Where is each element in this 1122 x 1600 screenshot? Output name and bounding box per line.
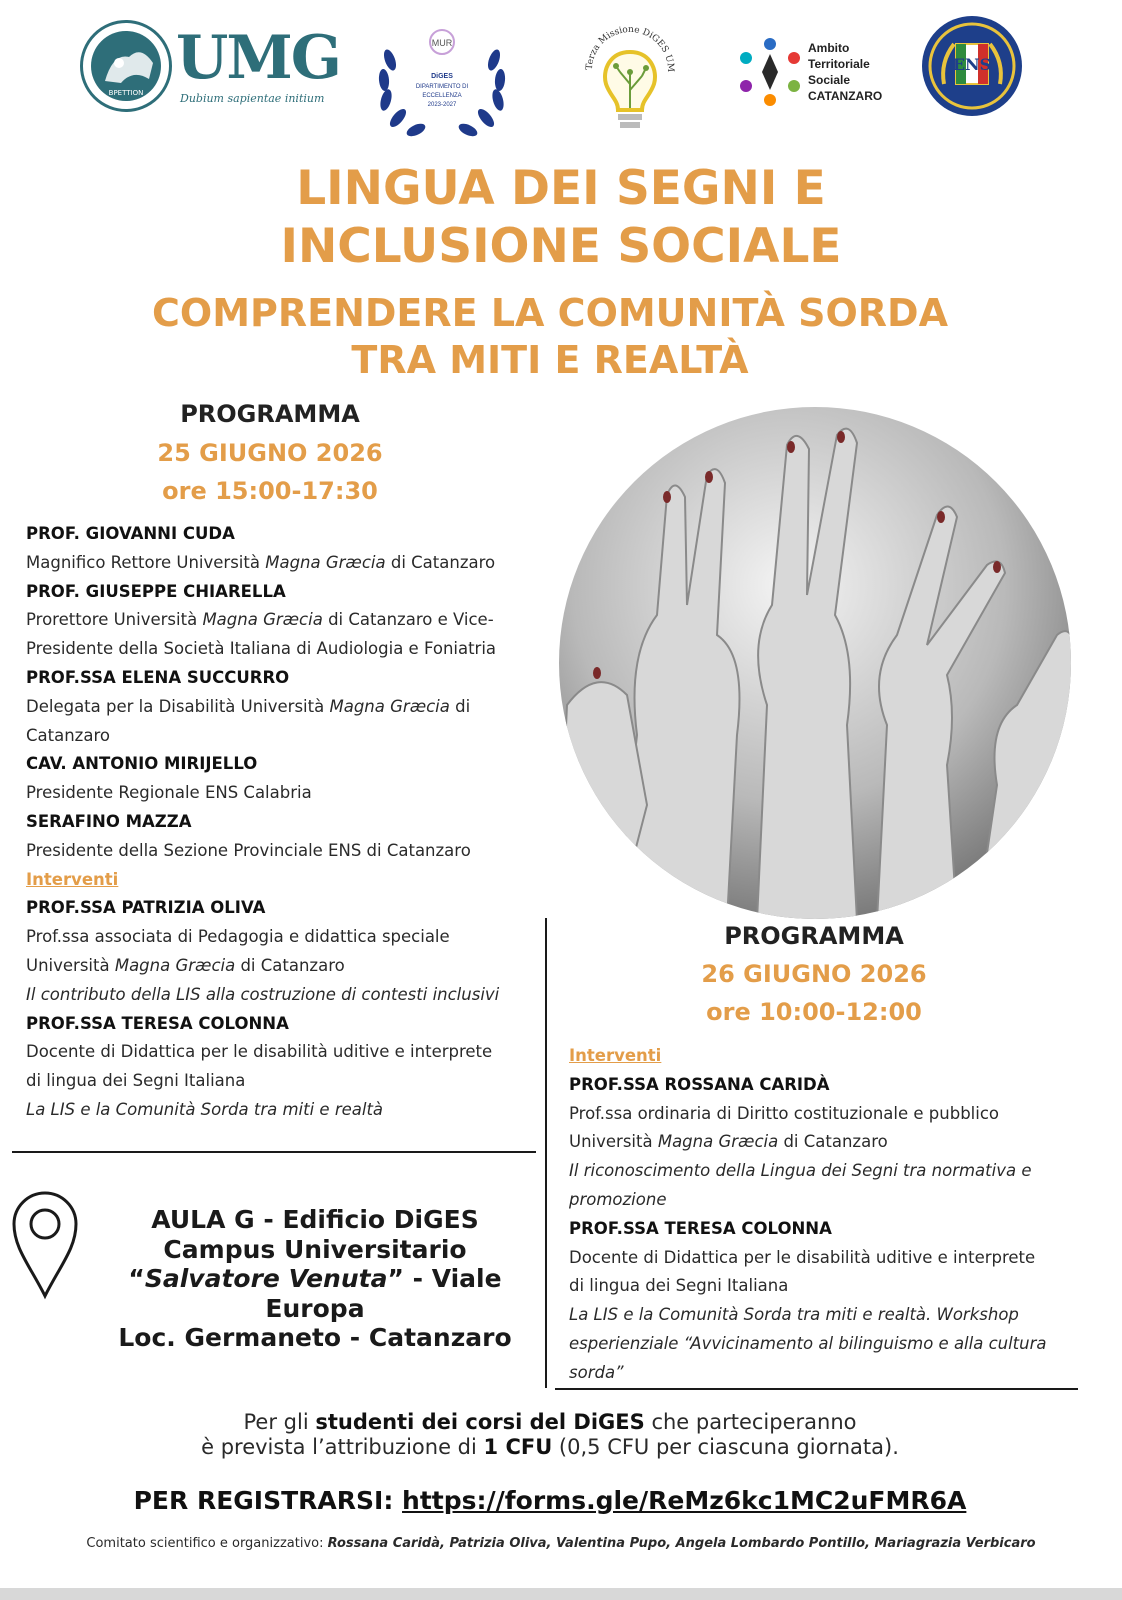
speaker-name: PROF.SSA ROSSANA CARIDÀ: [569, 1074, 830, 1094]
ambito-territoriale-logo: [734, 34, 894, 114]
speaker-role: Università Magna Græcia di Catanzaro: [569, 1132, 888, 1152]
speaker-role: Catanzaro: [26, 725, 110, 745]
speaker-role: Presidente della Sezione Provinciale ENS di Catanzaro: [26, 840, 471, 860]
speaker-name: CAV. ANTONIO MIRIJELLO: [26, 754, 258, 774]
speaker-name: PROF. GIUSEPPE CHIARELLA: [26, 581, 286, 601]
speaker-role: Docente di Didattica per le disabilità uditive e interprete: [26, 1042, 493, 1062]
speaker-name: PROF.SSA ELENA SUCCURRO: [26, 667, 290, 687]
program-time-day1: ore 15:00-17:30: [162, 477, 378, 505]
main-title: LINGUA DEI SEGNI E INCLUSIONE SOCIALE: [280, 161, 842, 274]
speaker-role: Presidente della Società Italiana di Audiologia e Foniatria: [26, 639, 497, 659]
speaker-role: Università Magna Græcia di Catanzaro: [26, 955, 345, 975]
registration-label: PER REGISTRARSI:: [133, 1486, 403, 1515]
umg-logo-text: UMG: [176, 23, 340, 93]
committee-credits: Comitato scientifico e organizzativo: Rossana Caridà, Patrizia Oliva, Valentina Pupo, Angela Lombardo Pontillo, Mariagrazia Verbicaro: [86, 1536, 1036, 1551]
registration-link[interactable]: https://forms.gle/ReMz6kc1MC2uFMR6A: [402, 1486, 967, 1515]
ens-logo: [920, 14, 1024, 118]
talk-title: sorda”: [569, 1362, 624, 1382]
bottom-bar: [0, 1588, 1122, 1600]
talk-title: La LIS e la Comunità Sorda tra miti e realtà: [26, 1099, 384, 1119]
interventi-label: Interventi: [26, 869, 119, 889]
speaker-name: PROF.SSA TERESA COLONNA: [569, 1218, 832, 1238]
talk-title: Il contributo della LIS alla costruzione di contesti inclusivi: [26, 984, 500, 1004]
talk-title: Il riconoscimento della Lingua dei Segni tra normativa e: [569, 1161, 1032, 1181]
speaker-role: Prof.ssa ordinaria di Diritto costituzionale e pubblico: [569, 1103, 999, 1123]
speaker-name: PROF.SSA TERESA COLONNA: [26, 1013, 289, 1033]
svg-text:2023-2027: 2023-2027: [427, 102, 457, 108]
speaker-name: PROF.SSA PATRIZIA OLIVA: [26, 898, 266, 918]
speaker-role: Delegata per la Disabilità Università Magna Græcia di: [26, 696, 471, 716]
svg-text:DIPARTIMENTO DI: DIPARTIMENTO DI: [415, 84, 469, 90]
speaker-name: PROF. GIOVANNI CUDA: [26, 524, 235, 543]
signing-hands-photo: [557, 405, 1073, 921]
talk-title: La LIS e la Comunità Sorda tra miti e realtà. Workshop: [569, 1305, 1019, 1325]
speaker-role: di lingua dei Segni Italiana: [569, 1276, 789, 1296]
speaker-role: Prorettore Università Magna Græcia di Catanzaro e Vice-: [26, 610, 494, 630]
terza-missione-logo: [582, 14, 678, 139]
program-time-day2: ore 10:00-12:00: [706, 998, 922, 1026]
program-date-day2: 26 GIUGNO 2026: [701, 960, 927, 988]
svg-text:Terza Missione DiGES UMG: Terza Missione DiGES UM: [584, 24, 676, 73]
subtitle: COMPRENDERE LA COMUNITÀ SORDA TRA MITI E REALTÀ: [152, 291, 948, 382]
day1-program-list: [26, 520, 536, 1125]
speaker-role: Prof.ssa associata di Pedagogia e didattica speciale: [26, 927, 450, 947]
speaker-role: Docente di Didattica per le disabilità uditive e interprete: [569, 1247, 1036, 1267]
venue-address: AULA G - Edificio DiGES Campus Universitario “Salvatore Venuta” - Viale Europa Loc. Germaneto - Catanzaro: [118, 1205, 512, 1352]
umg-motto: Dubium sapientae initium: [180, 92, 325, 105]
day2-program-list: [569, 1042, 1069, 1388]
registration: [0, 1486, 1100, 1515]
program-heading-day1: PROGRAMMA: [180, 400, 360, 428]
program-date-day1: 25 GIUGNO 2026: [157, 439, 383, 467]
location-pin-icon: [10, 1188, 80, 1300]
speaker-role: di lingua dei Segni Italiana: [26, 1071, 246, 1091]
speaker-role: Presidente Regionale ENS Calabria: [26, 783, 312, 803]
mur-badge: MUR: [431, 38, 453, 48]
talk-title: esperienziale “Avvicinamento al bilinguismo e alla cultura: [569, 1333, 1047, 1353]
section-divider-left: [12, 1151, 536, 1153]
cfu-notice: Per gli studenti dei corsi del DiGES che parteciperanno è prevista l’attribuzione di 1 CFU (0,5 CFU per ciascuna giornata).: [201, 1410, 899, 1459]
svg-text:DiGES: DiGES: [431, 73, 453, 80]
speaker-name: SERAFINO MAZZA: [26, 811, 192, 831]
umg-seal-icon: BPETTION: [80, 20, 172, 112]
people-circle-icon: [734, 34, 806, 114]
ambito-text: Ambito Territoriale Sociale CATANZARO: [808, 41, 883, 103]
speaker-role: Magnifico Rettore Università Magna Græcia di Catanzaro: [26, 552, 496, 572]
talk-title: promozione: [569, 1189, 667, 1209]
umg-logo: [80, 20, 340, 120]
section-divider-right: [555, 1388, 1078, 1390]
mur-excellence-logo: [372, 20, 512, 140]
svg-text:ECCELLENZA: ECCELLENZA: [422, 93, 462, 99]
ens-logo-text: ENS: [952, 55, 992, 74]
interventi-label: Interventi: [569, 1046, 662, 1065]
program-heading-day2: PROGRAMMA: [724, 922, 904, 950]
